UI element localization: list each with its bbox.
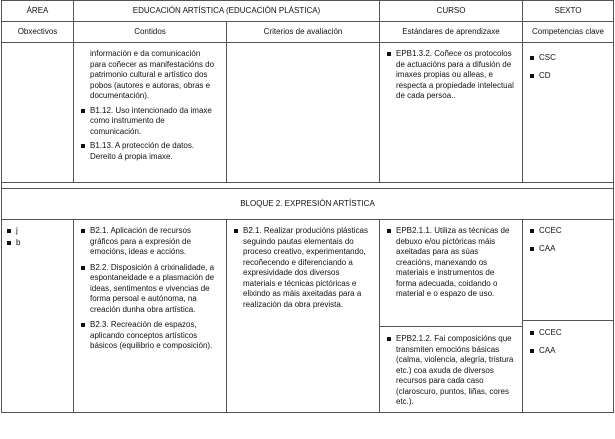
block2-competences-b <box>523 321 613 356</box>
block1-objectives-cell <box>2 43 74 183</box>
block2-standards-list-a <box>386 226 516 300</box>
course-label: CURSO <box>380 1 523 22</box>
list-item: b <box>6 238 69 249</box>
block2-objectives-cell <box>2 220 74 413</box>
list-item: CCEC <box>529 328 609 339</box>
block1-contents-list <box>80 106 218 163</box>
list-item: CAA <box>529 244 609 255</box>
block1-row <box>2 43 614 183</box>
area-label: ÁREA <box>2 1 74 22</box>
block2-contents-list <box>80 226 218 352</box>
criteria-header: Criterios de avaliación <box>227 22 380 43</box>
block1-competences-list <box>529 53 609 81</box>
list-item: B1.13. A protección de datos. Dereito á propia imaxe. <box>80 141 218 162</box>
block2-standards-list-b <box>386 334 516 408</box>
block2-title: BLOQUE 2. EXPRESIÓN ARTÍSTICA <box>2 189 614 220</box>
block2-title-row <box>2 189 614 220</box>
block1-standards-list <box>386 49 516 102</box>
block1-competences-cell <box>523 43 614 183</box>
block2-competences-list-b <box>529 328 609 356</box>
list-item: EPB1.3.2. Coñece os protocolos de actuacións para a difusión de imaxes propias ou alleas, e respecta a propiedade intelectual de cada persoa.. <box>386 49 516 102</box>
contents-header: Contidos <box>74 22 227 43</box>
list-item: B2.3. Recreación de espazos, aplicando conceptos artísticos básicos (equilibrio e composición). <box>80 320 218 352</box>
block2-standard-b <box>380 327 522 408</box>
course-value: SEXTO <box>523 1 614 22</box>
list-item: EPB2.1.1. Utiliza as técnicas de debuxo e/ou pictóricas máis axeitadas para as súas creacións, manexando os materiais e instrumentos de forma adecuada, coidando o material e o espazo de uso. <box>386 226 516 300</box>
curriculum-table <box>1 0 614 413</box>
list-item: CD <box>529 71 609 82</box>
block2-competences-list-a <box>529 226 609 254</box>
list-item: B2.1. Realizar producións plásticas seguindo pautas elementais do proceso creativo, experimentando, recoñecendo e diferenciando a expresividade dos diversos materiais e técnicas pictóricas e elixindo as máis axeitadas para a realización da obra prevista. <box>233 226 371 310</box>
block1-standards-cell <box>380 43 523 183</box>
list-item: B2.2. Disposición á crixinalidade, a espontaneidade e a plasmación de ideas, sentimentos e vivencias de forma persoal e autónoma, na creación dunha obra artística. <box>80 263 218 316</box>
list-item: CSC <box>529 53 609 64</box>
block1-criteria-cell <box>227 43 380 183</box>
objectives-header: Obxectivos <box>2 22 74 43</box>
list-item: EPB2.1.2. Fai composicións que transmiten emocións básicas (calma, violencia, alegría, tristura etc.) coa axuda de diversos recursos para cada caso (claroscuro, puntos, liñas, cores etc.). <box>386 334 516 408</box>
list-item: B2.1. Aplicación de recursos gráficos para a expresión de emocións, ideas e accións. <box>80 226 218 258</box>
block2-competences-a <box>523 220 613 321</box>
header-row <box>2 1 614 22</box>
list-item: j <box>6 226 69 237</box>
list-item: B1.12. Uso intencionado da imaxe como instrumento de comunicación. <box>80 106 218 138</box>
block2-competences-cell <box>523 220 614 413</box>
block2-standard-a <box>380 220 522 327</box>
subject-title: EDUCACIÓN ARTÍSTICA (EDUCACIÓN PLÁSTICA) <box>74 1 380 22</box>
block2-criteria-cell <box>227 220 380 413</box>
competences-header: Competencias clave <box>523 22 614 43</box>
block2-standards-cell <box>380 220 523 413</box>
column-header-row <box>2 22 614 43</box>
block2-contents-cell <box>74 220 227 413</box>
list-item: CAA <box>529 346 609 357</box>
list-item: CCEC <box>529 226 609 237</box>
block2-row <box>2 220 614 413</box>
block2-objectives-list <box>6 226 69 248</box>
standards-header: Estándares de aprendizaxe <box>380 22 523 43</box>
block1-contents-cell <box>74 43 227 183</box>
block1-contents-continuation: información e da comunicación para coñecer as manifestacións do patrimonio cultural e artístico dos pobos (autores e autoras, obras e documentación). <box>90 49 215 100</box>
block2-criteria-list <box>233 226 371 310</box>
